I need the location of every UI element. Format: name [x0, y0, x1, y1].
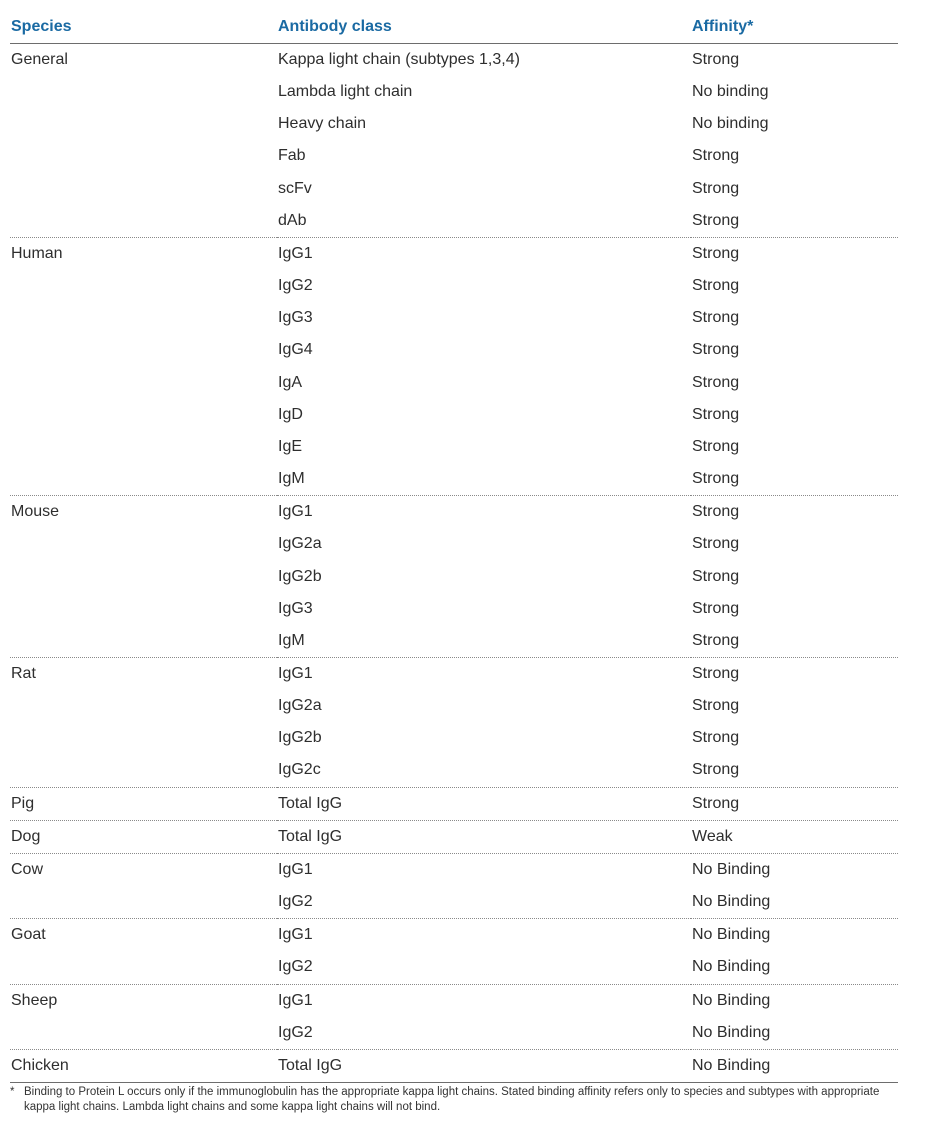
cell-affinity: No Binding [691, 886, 898, 919]
cell-affinity: Strong [691, 205, 898, 238]
table-row [10, 463, 898, 496]
cell-antibody-class: Fab [278, 147, 306, 165]
cell-affinity: Strong [692, 51, 740, 68]
cell-species [10, 722, 277, 754]
table-row [10, 657, 898, 690]
cell-antibody-class: IgG2 [277, 1017, 691, 1050]
cell-affinity: Strong [692, 405, 740, 423]
cell-antibody-class: IgG1 [278, 860, 313, 878]
cell-affinity: No binding [692, 83, 769, 101]
cell-species: Human [11, 244, 63, 262]
table-row [10, 76, 898, 108]
cell-affinity: No Binding [692, 991, 771, 1009]
cell-species: Rat [11, 664, 36, 682]
cell-antibody-class: IgG4 [278, 341, 313, 359]
cell-antibody-class: IgG3 [278, 309, 313, 327]
cell-species [10, 140, 277, 172]
cell-affinity: No Binding [691, 1049, 898, 1082]
cell-antibody-class: IgG2b [278, 567, 322, 585]
cell-affinity: Strong [692, 664, 740, 682]
header-affinity: Affinity* [691, 18, 898, 44]
cell-affinity: Strong [692, 503, 740, 521]
cell-species [10, 76, 277, 108]
table-row [10, 44, 898, 77]
cell-affinity: Strong [692, 697, 740, 715]
cell-affinity: Strong [692, 341, 740, 359]
cell-species: Chicken [10, 1049, 277, 1082]
footnote-marker: * [10, 1086, 15, 1098]
cell-affinity: Strong [691, 625, 898, 658]
cell-affinity: Strong [692, 535, 740, 553]
cell-affinity: Strong [692, 309, 740, 327]
cell-species [10, 690, 277, 722]
cell-antibody-class: IgG1 [278, 664, 313, 682]
cell-species: General [11, 51, 68, 68]
cell-affinity: Strong [692, 567, 740, 585]
cell-affinity: Strong [692, 599, 740, 617]
table-row [10, 399, 898, 431]
table-row [10, 334, 898, 366]
table-row [10, 722, 898, 754]
table-row [10, 302, 898, 334]
table-row [10, 140, 898, 172]
table-row [10, 237, 898, 270]
cell-affinity: Strong [692, 373, 740, 391]
cell-affinity: Strong [692, 729, 740, 747]
cell-species [10, 399, 277, 431]
cell-species [10, 270, 277, 302]
cell-species [10, 367, 277, 399]
cell-species [10, 108, 277, 140]
cell-species: Dog [10, 820, 277, 853]
cell-affinity: Strong [692, 179, 740, 197]
cell-antibody-class: Heavy chain [278, 115, 367, 133]
cell-species [10, 951, 277, 984]
table-row [10, 431, 898, 463]
table-header-row [10, 18, 898, 44]
cell-antibody-class: IgG2a [278, 697, 322, 715]
header-antibody-class: Antibody class [277, 18, 691, 44]
cell-antibody-class: Total IgG [277, 1049, 691, 1082]
cell-antibody-class: dAb [277, 205, 691, 238]
cell-species: Goat [11, 926, 46, 944]
table-row [10, 690, 898, 722]
cell-species: Mouse [11, 503, 60, 521]
cell-species: Sheep [11, 991, 58, 1009]
cell-species [10, 173, 277, 205]
cell-antibody-class: IgG1 [278, 991, 313, 1009]
cell-species [10, 431, 277, 463]
cell-antibody-class: IgA [278, 373, 303, 391]
table-row [10, 1017, 898, 1050]
cell-affinity: Strong [691, 787, 898, 820]
cell-species [10, 334, 277, 366]
cell-affinity: Strong [692, 147, 740, 165]
table-row [10, 205, 898, 238]
table-row [10, 173, 898, 205]
cell-antibody-class: IgD [278, 405, 303, 423]
cell-affinity: Strong [691, 754, 898, 787]
cell-antibody-class: IgG2 [278, 277, 313, 295]
footnote [10, 1085, 890, 1115]
cell-affinity: No Binding [692, 860, 771, 878]
cell-antibody-class: Total IgG [277, 787, 691, 820]
cell-antibody-class: IgG2 [277, 951, 691, 984]
cell-species [10, 302, 277, 334]
cell-affinity: Strong [692, 437, 740, 455]
table-row [10, 984, 898, 1017]
cell-affinity: No Binding [691, 1017, 898, 1050]
table-row [10, 561, 898, 593]
cell-antibody-class: IgE [278, 437, 303, 455]
cell-species [10, 625, 277, 658]
cell-antibody-class: IgM [277, 463, 691, 496]
cell-antibody-class: IgG3 [278, 599, 313, 617]
cell-affinity: Strong [692, 244, 740, 262]
antibody-affinity-table [10, 18, 898, 1083]
table-body [10, 44, 898, 1083]
table-row [10, 108, 898, 140]
table-row [10, 820, 898, 853]
cell-antibody-class: IgG1 [278, 244, 313, 262]
cell-antibody-class: Lambda light chain [278, 83, 413, 101]
table-row [10, 919, 898, 952]
cell-species [10, 1017, 277, 1050]
cell-antibody-class: Kappa light chain (subtypes 1,3,4) [278, 51, 520, 68]
cell-antibody-class: IgM [277, 625, 691, 658]
cell-affinity: No Binding [692, 926, 771, 944]
cell-affinity: Strong [692, 277, 740, 295]
cell-species: Cow [11, 860, 44, 878]
cell-antibody-class: scFv [278, 179, 312, 197]
cell-antibody-class: IgG1 [278, 503, 313, 521]
footnote-text: Binding to Protein L occurs only if the immunoglobulin has the appropriate kappa light chains. Stated binding affinity refers only to species and subtypes with appropriate kappa light chains. Lambda light chains and some kappa light chains will not bind. [24, 1086, 880, 1113]
cell-affinity: No Binding [691, 951, 898, 984]
cell-antibody-class: IgG2 [277, 886, 691, 919]
cell-affinity: Weak [691, 820, 898, 853]
table-row [10, 754, 898, 787]
cell-species: Pig [10, 787, 277, 820]
table-row [10, 496, 898, 529]
cell-species [10, 561, 277, 593]
table-row [10, 270, 898, 302]
cell-affinity: No binding [692, 115, 769, 133]
cell-antibody-class: IgG2c [277, 754, 691, 787]
table-row [10, 886, 898, 919]
cell-species [10, 528, 277, 560]
table-row [10, 853, 898, 886]
cell-affinity: Strong [691, 463, 898, 496]
cell-species [10, 593, 277, 625]
cell-antibody-class: IgG1 [278, 926, 313, 944]
cell-antibody-class: IgG2a [278, 535, 322, 553]
table-row [10, 367, 898, 399]
table-row [10, 528, 898, 560]
table-row [10, 593, 898, 625]
table-row [10, 951, 898, 984]
table-row [10, 787, 898, 820]
cell-species [10, 886, 277, 919]
cell-species [10, 463, 277, 496]
cell-antibody-class: Total IgG [277, 820, 691, 853]
header-species: Species [10, 18, 277, 44]
cell-species [10, 205, 277, 238]
table-row [10, 1049, 898, 1082]
cell-species [10, 754, 277, 787]
table-row [10, 625, 898, 658]
cell-antibody-class: IgG2b [278, 729, 322, 747]
document [10, 18, 898, 1083]
